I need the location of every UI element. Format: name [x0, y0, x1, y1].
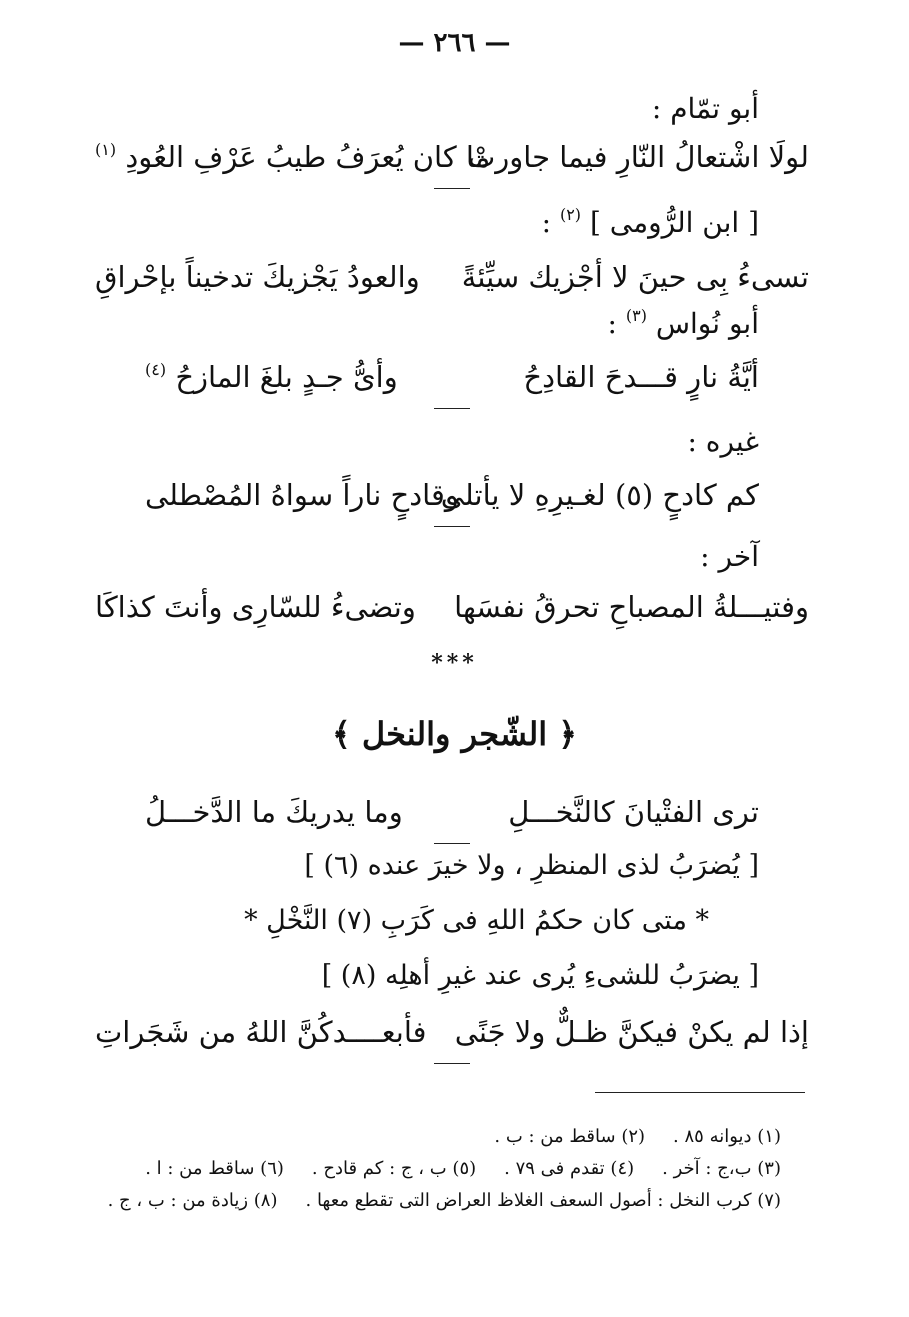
verse-second-hemistich: وما يدريكَ ما الدَّخـــلُ: [145, 795, 403, 829]
verse-line: [95, 1015, 809, 1059]
poet-name: [ ابن الرُّومى ]: [589, 206, 759, 239]
footnote-ref: (٣): [625, 306, 647, 325]
verse-line: [145, 795, 759, 839]
poet-label-abu-nuwas: [608, 306, 760, 340]
footnote-line: [117, 1158, 781, 1179]
verse-separator: [434, 526, 470, 527]
proverb-note: [ يضرَبُ للشىءِ يُرى عند غيرِ أهلِه (٨) ]: [321, 960, 759, 991]
verse-first-hemistich: وفتيـــلةُ المصباحِ تحرقُ نفسَها: [454, 590, 809, 624]
footnote: (٧) كرب النخل : أصول السعف الغلاظ العراض التى تقطع معها .: [305, 1190, 781, 1211]
verse-line: [95, 590, 809, 634]
footnote: (٦) ساقط من : ا .: [145, 1158, 284, 1179]
verse-second-hemistich: وقادحٍ ناراً سواهُ المُصْطلى: [145, 478, 459, 512]
verse-second-hemistich: وتضىءُ للسّارِى وأنتَ كذاكَا: [95, 590, 416, 624]
poet-label-ibn-rumi: [542, 205, 759, 239]
verse-second-hemistich: فأبعــــدكُنَّ اللهُ من شَجَراتِ: [95, 1015, 427, 1049]
verse-separator: [434, 843, 470, 844]
verse-line: [95, 140, 809, 184]
footnote: (١) ديوانه ٨٥ .: [673, 1126, 781, 1147]
verse-separator: [434, 408, 470, 409]
verse-first-hemistich: لولَا اشْتعالُ النّارِ فيما جاورتْ: [467, 140, 809, 174]
section-heading: ﴿ الشّجر والنخل ﴾: [331, 715, 578, 753]
footnote-ref: (٤): [145, 360, 167, 379]
verse-first-hemistich: ترى الفتْيانَ كالنَّخـــلِ: [508, 795, 759, 829]
saying-line: * متى كان حكمُ اللهِ فى كَرَبِ (٧) النَّخْلِ *: [244, 905, 709, 936]
colon: :: [607, 307, 617, 340]
proverb-note: [ يُضرَبُ لذى المنظرِ ، ولا خيرَ عنده (٦) ]: [304, 850, 759, 881]
poet-label-other: غيره :: [687, 425, 759, 458]
footnote-line: [466, 1126, 781, 1147]
footnote-ref: (١): [95, 140, 117, 159]
poet-label-abu-tammam: أبو تمّام :: [651, 92, 759, 125]
verse-second-hemistich: والعودُ يَجْزيكَ تدخيناً بإحْراقِ: [95, 260, 420, 294]
footnote-line: [80, 1190, 781, 1211]
verse-second-hemistich: [145, 360, 398, 394]
verse-text: وأىُّ جـدٍ بلغَ المازحُ: [175, 360, 398, 394]
verse-second-hemistich: [95, 140, 490, 174]
page-number: — ٢٦٦ —: [398, 28, 511, 58]
footnote-rule: [595, 1092, 805, 1093]
verse-first-hemistich: إذا لم يكنْ فيكنَّ ظـلٌّ ولا جَنًى: [454, 1015, 809, 1049]
verse-first-hemistich: أيَّةُ نارٍ قـــدحَ القادِحُ: [523, 360, 759, 394]
verse-separator: [434, 1063, 470, 1064]
footnote: (٥) ب ، ج : كم قادح .: [311, 1158, 477, 1179]
verse-separator: [434, 188, 470, 189]
verse-line: [95, 260, 809, 304]
verse-text: ما كان يُعرَفُ طيبُ عَرْفِ العُودِ: [125, 140, 491, 174]
footnote: (٢) ساقط من : ب .: [494, 1126, 646, 1147]
verse-line: [145, 478, 759, 522]
section-divider-stars: ***: [431, 650, 478, 676]
footnote: (٣) ب،ج : آخر .: [662, 1158, 781, 1179]
verse-first-hemistich: كم كادحٍ (٥) لغـيرِهِ لا يأتلى: [440, 478, 759, 512]
verse-first-hemistich: تسىءُ بِى حينَ لا أجْزيك سيِّئةً: [461, 260, 809, 294]
verse-line: [145, 360, 759, 404]
poet-name: أبو نُواس: [655, 307, 759, 340]
poet-label-another: آخر :: [700, 540, 759, 573]
footnote: (٨) زيادة من : ب ، ج .: [107, 1190, 278, 1211]
footnote-ref: (٢): [559, 205, 582, 224]
colon: :: [541, 206, 552, 239]
footnote: (٤) تقدم فى ٧٩ .: [504, 1158, 635, 1179]
